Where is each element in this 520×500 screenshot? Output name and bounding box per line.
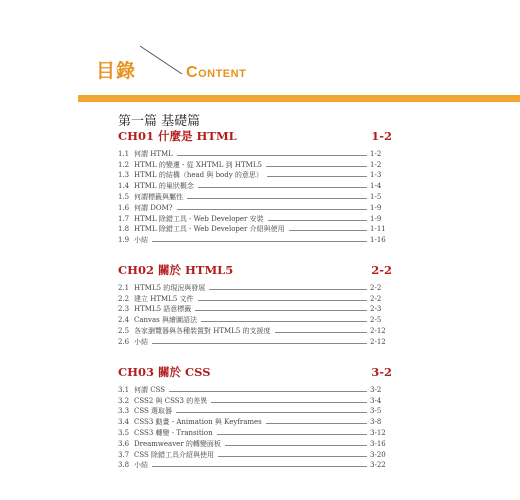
entry-page: 1-16 <box>370 236 386 245</box>
chapter-page: 1-2 <box>371 129 392 143</box>
toc-entry <box>118 303 392 314</box>
entry-page: 3-20 <box>370 450 386 459</box>
entry-title: 何謂 DOM? <box>134 203 173 212</box>
toc-entry <box>118 313 392 324</box>
entry-page: 2-12 <box>370 337 386 346</box>
toc-entry <box>118 212 392 223</box>
entry-number: 2.4 <box>118 316 130 325</box>
entry-number: 3.7 <box>118 450 130 459</box>
entry-page: 3-16 <box>370 439 386 448</box>
entry-leader-line <box>177 155 367 156</box>
entry-leader-line <box>209 289 367 290</box>
entry-number: 1.3 <box>118 171 130 180</box>
entry-number: 2.1 <box>118 283 130 292</box>
toc-entry <box>118 233 392 244</box>
toc-entry <box>118 169 392 180</box>
entry-leader-line <box>169 391 367 392</box>
entry-page: 1-3 <box>370 171 382 180</box>
entry-number: 1.2 <box>118 160 130 169</box>
entry-leader-line <box>152 343 367 344</box>
content-heading-initial: C <box>186 64 199 81</box>
entry-leader-line <box>218 456 367 457</box>
entry-page: 1-11 <box>370 225 386 234</box>
entry-leader-line <box>267 176 367 177</box>
toc-entry <box>118 281 392 292</box>
chapter-3 <box>118 364 392 469</box>
toc-entry <box>118 335 392 346</box>
entry-leader-line <box>266 423 367 424</box>
toc-title: 目錄 <box>96 60 137 82</box>
entry-number: 3.3 <box>118 407 130 416</box>
entry-title: 小結 <box>134 337 148 346</box>
entry-number: 1.9 <box>118 236 130 245</box>
entry-page: 1-5 <box>370 192 382 201</box>
toc-entry <box>118 292 392 303</box>
entry-number: 2.2 <box>118 294 130 303</box>
entry-title: HTML 的結構（head 與 body 的意思） <box>134 171 263 180</box>
entry-leader-line <box>266 166 367 167</box>
entry-leader-line <box>275 332 368 333</box>
toc-entry <box>118 158 392 169</box>
entry-page: 3-5 <box>370 407 382 416</box>
chapter-1 <box>118 128 392 244</box>
toc-entry <box>118 437 392 448</box>
entry-leader-line <box>177 209 368 210</box>
toc-entry <box>118 383 392 394</box>
header-divider-line <box>138 44 184 76</box>
entry-leader-line <box>217 434 367 435</box>
entry-title: 小結 <box>134 236 148 245</box>
chapter-page: 3-2 <box>371 365 392 379</box>
chapter-heading <box>118 128 392 144</box>
entry-leader-line <box>176 412 367 413</box>
entry-leader-line <box>195 310 367 311</box>
entry-leader-line <box>198 300 368 301</box>
toc-entry <box>118 201 392 212</box>
entry-page: 2-2 <box>370 294 382 303</box>
entry-number: 1.4 <box>118 182 130 191</box>
chapter-title: CH02 關於 HTML5 <box>118 263 234 277</box>
entry-number: 3.1 <box>118 385 130 394</box>
toc-entry <box>118 426 392 437</box>
entry-page: 3-2 <box>370 385 382 394</box>
chapter-heading <box>118 262 392 278</box>
entry-leader-line <box>289 230 367 231</box>
entry-leader-line <box>187 198 367 199</box>
content-heading <box>186 64 246 82</box>
toc-entry <box>118 405 392 416</box>
entry-title: 各家瀏覽器與各種裝置對 HTML5 的支援度 <box>134 326 271 335</box>
entry-page: 1-2 <box>370 160 382 169</box>
part-title: 第一篇 基礎篇 <box>118 114 201 129</box>
entry-page: 1-9 <box>370 203 382 212</box>
content-heading-rest: ONTENT <box>198 68 247 80</box>
entry-leader-line <box>211 402 367 403</box>
entry-number: 3.8 <box>118 461 130 470</box>
toc-entry <box>118 190 392 201</box>
entry-page: 2-12 <box>370 326 386 335</box>
entry-title: CSS2 與 CSS3 的差異 <box>134 396 208 405</box>
entry-number: 2.5 <box>118 326 130 335</box>
chapter-page: 2-2 <box>371 263 392 277</box>
entry-number: 1.1 <box>118 149 130 158</box>
toc-entry <box>118 415 392 426</box>
entry-title: HTML5 語意標籤 <box>134 305 192 314</box>
toc-entry <box>118 448 392 459</box>
chapter-title: CH03 關於 CSS <box>118 365 211 379</box>
entry-number: 1.7 <box>118 214 130 223</box>
entry-title: HTML 除錯工具 - Web Developer 介紹與使用 <box>134 225 285 234</box>
chapter-title: CH01 什麼是 HTML <box>118 129 237 143</box>
chapter-heading <box>118 364 392 380</box>
entry-title: 何謂 HTML <box>134 149 173 158</box>
entry-page: 2-3 <box>370 305 382 314</box>
toc-entry <box>118 179 392 190</box>
entry-leader-line <box>198 187 367 188</box>
toc-entry <box>118 223 392 234</box>
entry-number: 3.5 <box>118 428 130 437</box>
entry-title: CSS 除錯工具介紹與使用 <box>134 450 215 459</box>
toc-entry <box>118 394 392 405</box>
entry-number: 3.4 <box>118 418 130 427</box>
chapter-entries <box>118 147 392 244</box>
entry-title: Dreamweaver 的轉變面板 <box>134 439 221 448</box>
entry-number: 2.3 <box>118 305 130 314</box>
entry-title: Canvas 與繪圖語法 <box>134 316 197 325</box>
entry-page: 3-12 <box>370 428 386 437</box>
entry-page: 3-22 <box>370 461 386 470</box>
entry-page: 1-4 <box>370 182 382 191</box>
entry-title: HTML5 的現況與發展 <box>134 283 206 292</box>
entry-page: 1-9 <box>370 214 382 223</box>
entry-page: 2-2 <box>370 283 382 292</box>
entry-title: CSS3 動畫 - Animation 與 Keyframes <box>134 418 262 427</box>
toc-entry <box>118 147 392 158</box>
entry-page: 3-8 <box>370 418 382 427</box>
chapter-2 <box>118 262 392 346</box>
entry-number: 1.5 <box>118 192 130 201</box>
toc-entry <box>118 459 392 470</box>
entry-title: 小結 <box>134 461 148 470</box>
entry-title: 何謂標籤與屬性 <box>134 192 183 201</box>
toc-entry <box>118 324 392 335</box>
entry-title: 何謂 CSS <box>134 385 166 394</box>
entry-leader-line <box>152 466 367 467</box>
chapter-entries <box>118 281 392 346</box>
entry-page: 3-4 <box>370 396 382 405</box>
entry-number: 2.6 <box>118 337 130 346</box>
entry-page: 2-5 <box>370 316 382 325</box>
entry-page: 1-2 <box>370 149 382 158</box>
entry-number: 3.2 <box>118 396 130 405</box>
entry-leader-line <box>225 445 367 446</box>
entry-leader-line <box>268 220 367 221</box>
entry-title: HTML 的變遷 - 從 XHTML 到 HTML5 <box>134 160 262 169</box>
entry-number: 1.6 <box>118 203 130 212</box>
entry-title: 建立 HTML5 文件 <box>134 294 194 303</box>
entry-title: HTML 的巢狀概念 <box>134 182 194 191</box>
entry-number: 3.6 <box>118 439 130 448</box>
entry-title: CSS3 轉變 - Transition <box>134 428 213 437</box>
chapter-entries <box>118 383 392 469</box>
entry-leader-line <box>201 321 367 322</box>
entry-title: HTML 除錯工具 - Web Developer 安裝 <box>134 214 264 223</box>
header-orange-bar <box>78 95 520 102</box>
entry-title: CSS 選取器 <box>134 407 173 416</box>
entry-number: 1.8 <box>118 225 130 234</box>
entry-leader-line <box>152 241 367 242</box>
